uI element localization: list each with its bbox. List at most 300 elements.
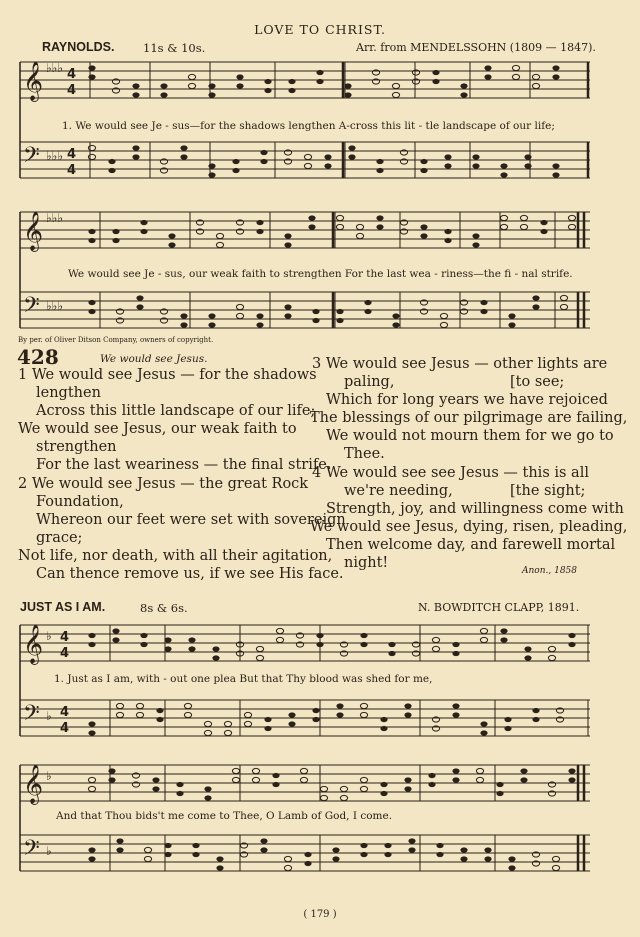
notehead — [312, 717, 319, 722]
svg-text:♭♭♭: ♭♭♭ — [46, 299, 63, 313]
notehead — [548, 655, 555, 660]
notehead — [384, 843, 391, 848]
notehead — [188, 646, 195, 651]
stanza-line: Which for long years we have rejoiced — [326, 392, 608, 408]
notehead — [288, 88, 295, 93]
svg-text:♭♭♭: ♭♭♭ — [46, 61, 63, 75]
notehead — [444, 229, 451, 234]
notehead — [140, 633, 147, 638]
notehead — [444, 163, 451, 168]
notehead — [484, 65, 491, 70]
notehead — [284, 242, 291, 247]
notehead — [88, 300, 95, 305]
notehead — [208, 163, 215, 168]
notehead — [508, 322, 515, 327]
svg-text:𝄞: 𝄞 — [23, 211, 44, 251]
notehead — [284, 865, 291, 870]
notehead — [484, 856, 491, 861]
notehead — [320, 786, 327, 791]
notehead — [336, 309, 343, 314]
notehead — [116, 847, 123, 852]
notehead — [360, 712, 367, 717]
notehead — [524, 655, 531, 660]
notehead — [380, 782, 387, 787]
notehead — [520, 768, 527, 773]
notehead — [404, 777, 411, 782]
notehead — [236, 313, 243, 318]
stanza-line: We would see Jesus, dying, risen, pleading, — [310, 519, 628, 535]
notehead — [88, 229, 95, 234]
svg-text:4: 4 — [60, 721, 70, 736]
notehead — [568, 215, 575, 220]
svg-text:4: 4 — [60, 630, 70, 645]
svg-text:♭♭♭: ♭♭♭ — [46, 149, 63, 163]
notehead — [288, 79, 295, 84]
notehead — [324, 163, 331, 168]
notehead — [360, 777, 367, 782]
tune-meter: 11s & 10s. — [143, 41, 206, 55]
svg-text:𝄢: 𝄢 — [23, 836, 40, 866]
notehead — [532, 74, 539, 79]
notehead — [204, 786, 211, 791]
notehead — [212, 655, 219, 660]
notehead — [420, 159, 427, 164]
hymn-attribution: Anon., 1858 — [522, 566, 577, 576]
stanza-line: For the last weariness — the final strife. — [36, 457, 332, 473]
notehead — [264, 726, 271, 731]
tune-name: RAYNOLDS. — [42, 40, 115, 54]
svg-text:4: 4 — [67, 147, 77, 162]
notehead — [156, 717, 163, 722]
notehead — [388, 651, 395, 656]
notehead — [108, 168, 115, 173]
notehead — [336, 703, 343, 708]
notehead — [380, 791, 387, 796]
notehead — [164, 637, 171, 642]
notehead — [512, 74, 519, 79]
notehead — [312, 708, 319, 713]
notehead — [216, 865, 223, 870]
notehead — [440, 313, 447, 318]
notehead — [276, 628, 283, 633]
notehead — [392, 313, 399, 318]
notehead — [88, 145, 95, 150]
notehead — [496, 791, 503, 796]
notehead — [316, 79, 323, 84]
notehead — [452, 768, 459, 773]
notehead — [224, 730, 231, 735]
stanza-line: 4 We would see see Jesus — this is all — [312, 465, 589, 481]
notehead — [500, 172, 507, 177]
notehead — [376, 168, 383, 173]
notehead — [360, 786, 367, 791]
notehead — [500, 163, 507, 168]
notehead — [524, 646, 531, 651]
notehead — [304, 154, 311, 159]
notehead — [476, 768, 483, 773]
composer-credit: Arr. from MENDELSSOHN (1809 — 1847). — [356, 41, 596, 54]
lyric-line: 1. Just as I am, with - out one plea But that Thy blood was shed for me, — [54, 673, 433, 685]
notehead — [452, 703, 459, 708]
notehead — [460, 847, 467, 852]
notehead — [184, 703, 191, 708]
notehead — [112, 238, 119, 243]
notehead — [264, 717, 271, 722]
notehead — [204, 795, 211, 800]
notehead — [152, 777, 159, 782]
notehead — [472, 163, 479, 168]
notehead — [404, 786, 411, 791]
notehead — [184, 712, 191, 717]
notehead — [480, 637, 487, 642]
notehead — [304, 163, 311, 168]
notehead — [408, 847, 415, 852]
notehead — [140, 642, 147, 647]
stanza-line: Not life, nor death, with all their agitation, — [18, 548, 333, 564]
notehead — [144, 847, 151, 852]
notehead — [216, 233, 223, 238]
svg-text:𝄞: 𝄞 — [23, 61, 44, 101]
notehead — [288, 721, 295, 726]
svg-text:4: 4 — [60, 646, 70, 661]
stanza-line: Can thence remove us, if we see His face. — [36, 566, 344, 582]
notehead — [252, 768, 259, 773]
notehead — [480, 309, 487, 314]
lyric-line: We would see Je - sus, our weak faith to strengthen For the last wea - riness—the fi - nal strife. — [68, 268, 573, 280]
notehead — [304, 861, 311, 866]
notehead — [384, 852, 391, 857]
notehead — [132, 154, 139, 159]
stanza-line: paling, — [344, 374, 395, 390]
notehead — [236, 74, 243, 79]
notehead — [452, 777, 459, 782]
notehead — [480, 721, 487, 726]
notehead — [332, 847, 339, 852]
notehead — [232, 777, 239, 782]
tune-name: JUST AS I AM. — [20, 600, 106, 614]
svg-text:♭: ♭ — [46, 769, 52, 783]
stanza-line: we're needing, — [344, 483, 453, 499]
notehead — [256, 220, 263, 225]
notehead — [232, 159, 239, 164]
notehead — [152, 786, 159, 791]
notehead — [552, 163, 559, 168]
notehead — [320, 795, 327, 800]
notehead — [140, 220, 147, 225]
svg-text:♭: ♭ — [46, 629, 52, 643]
notehead — [256, 322, 263, 327]
notehead — [500, 224, 507, 229]
svg-text:♭: ♭ — [46, 844, 52, 858]
notehead — [452, 651, 459, 656]
notehead — [156, 708, 163, 713]
notehead — [388, 642, 395, 647]
notehead — [160, 83, 167, 88]
notehead — [144, 856, 151, 861]
notehead — [408, 838, 415, 843]
notehead — [340, 795, 347, 800]
notehead — [272, 773, 279, 778]
notehead — [376, 215, 383, 220]
notehead — [552, 865, 559, 870]
notehead — [88, 777, 95, 782]
notehead — [568, 642, 575, 647]
notehead — [432, 79, 439, 84]
notehead — [140, 229, 147, 234]
stanza-line: 1 We would see Jesus — for the shadows — [18, 367, 317, 383]
notehead — [428, 773, 435, 778]
notehead — [476, 777, 483, 782]
notehead — [532, 295, 539, 300]
stanza-line: 2 We would see Jesus — the great Rock — [18, 476, 309, 492]
notehead — [404, 703, 411, 708]
notehead — [532, 708, 539, 713]
notehead — [420, 168, 427, 173]
notehead — [284, 856, 291, 861]
notehead — [360, 642, 367, 647]
notehead — [452, 712, 459, 717]
notehead — [88, 309, 95, 314]
notehead — [420, 233, 427, 238]
notehead — [176, 791, 183, 796]
notehead — [88, 154, 95, 159]
notehead — [480, 628, 487, 633]
svg-text:𝄞: 𝄞 — [23, 624, 44, 664]
notehead — [356, 224, 363, 229]
notehead — [176, 782, 183, 787]
notehead — [88, 847, 95, 852]
notehead — [88, 65, 95, 70]
notehead — [332, 856, 339, 861]
svg-text:4: 4 — [67, 163, 77, 178]
notehead — [164, 852, 171, 857]
lyric-line: 1. We would see Je - sus—for the shadows lengthen A-cross this lit - tle landscape of our life; — [62, 120, 555, 132]
notehead — [192, 843, 199, 848]
notehead — [244, 721, 251, 726]
stanza-line: night! — [344, 555, 389, 571]
notehead — [136, 712, 143, 717]
notehead — [112, 628, 119, 633]
notehead — [540, 229, 547, 234]
notehead — [256, 229, 263, 234]
notehead — [524, 163, 531, 168]
notehead — [432, 646, 439, 651]
stanza-line: We would not mourn them for we go to — [326, 428, 614, 444]
notehead — [188, 83, 195, 88]
notehead — [360, 852, 367, 857]
notehead — [116, 703, 123, 708]
notehead — [116, 838, 123, 843]
notehead — [380, 726, 387, 731]
notehead — [300, 768, 307, 773]
notehead — [108, 159, 115, 164]
notehead — [256, 655, 263, 660]
notehead — [284, 233, 291, 238]
composer-credit: N. BOWDITCH CLAPP, 1891. — [418, 601, 580, 614]
section-title: LOVE TO CHRIST. — [254, 22, 386, 37]
notehead — [276, 637, 283, 642]
notehead — [216, 242, 223, 247]
notehead — [212, 646, 219, 651]
notehead — [504, 717, 511, 722]
notehead — [88, 721, 95, 726]
notehead — [300, 777, 307, 782]
notehead — [192, 852, 199, 857]
notehead — [348, 154, 355, 159]
notehead — [264, 88, 271, 93]
stanza-line: The blessings of our pilgrimage are failing, — [310, 410, 628, 426]
notehead — [132, 92, 139, 97]
notehead — [232, 768, 239, 773]
notehead — [540, 220, 547, 225]
stanza-line: We would see Jesus, our weak faith to — [18, 421, 297, 437]
notehead — [288, 712, 295, 717]
notehead — [132, 83, 139, 88]
notehead — [500, 628, 507, 633]
svg-text:4: 4 — [60, 705, 70, 720]
notehead — [208, 313, 215, 318]
notehead — [504, 726, 511, 731]
notehead — [88, 786, 95, 791]
notehead — [404, 712, 411, 717]
svg-text:4: 4 — [67, 67, 77, 82]
notehead — [360, 633, 367, 638]
notehead — [336, 215, 343, 220]
notehead — [88, 642, 95, 647]
notehead — [484, 74, 491, 79]
notehead — [208, 92, 215, 97]
notehead — [108, 768, 115, 773]
notehead — [312, 309, 319, 314]
notehead — [460, 856, 467, 861]
notehead — [260, 159, 267, 164]
svg-text:𝄢: 𝄢 — [23, 143, 40, 173]
notehead — [348, 145, 355, 150]
notehead — [260, 838, 267, 843]
notehead — [500, 215, 507, 220]
svg-text:♭: ♭ — [46, 709, 52, 723]
notehead — [260, 847, 267, 852]
notehead — [532, 83, 539, 88]
notehead — [224, 721, 231, 726]
notehead — [344, 83, 351, 88]
notehead — [344, 92, 351, 97]
notehead — [216, 856, 223, 861]
notehead — [460, 92, 467, 97]
notehead — [180, 313, 187, 318]
stanza-line: Foundation, — [36, 494, 124, 510]
notehead — [232, 168, 239, 173]
notehead — [88, 856, 95, 861]
notehead — [532, 717, 539, 722]
notehead — [472, 154, 479, 159]
notehead — [112, 637, 119, 642]
hymn-number: 428 — [17, 345, 59, 369]
notehead — [436, 843, 443, 848]
notehead — [444, 238, 451, 243]
stanza-line: 3 We would see Jesus — other lights are — [312, 356, 608, 372]
copyright-note: By per. of Oliver Ditson Company, owners of copyright. — [18, 336, 214, 344]
notehead — [88, 238, 95, 243]
notehead — [136, 304, 143, 309]
notehead — [520, 215, 527, 220]
notehead — [552, 856, 559, 861]
notehead — [568, 224, 575, 229]
notehead — [256, 646, 263, 651]
hymn-subtitle: We would see Jesus. — [100, 353, 208, 365]
notehead — [480, 730, 487, 735]
notehead — [256, 313, 263, 318]
page-number: ( 179 ) — [303, 909, 337, 920]
notehead — [336, 712, 343, 717]
notehead — [340, 786, 347, 791]
notehead — [284, 313, 291, 318]
stanza-line: Strength, joy, and willingness come with — [326, 501, 624, 517]
tune-meter: 8s & 6s. — [140, 601, 188, 615]
notehead — [264, 79, 271, 84]
notehead — [88, 74, 95, 79]
notehead — [136, 703, 143, 708]
notehead — [444, 154, 451, 159]
notehead — [336, 224, 343, 229]
notehead — [432, 637, 439, 642]
notehead — [496, 782, 503, 787]
notehead — [244, 712, 251, 717]
stanza-line: Across this little landscape of our life; — [36, 403, 316, 419]
notehead — [568, 633, 575, 638]
notehead — [316, 70, 323, 75]
notehead — [560, 304, 567, 309]
notehead — [208, 172, 215, 177]
notehead — [568, 777, 575, 782]
notehead — [392, 92, 399, 97]
notehead — [524, 154, 531, 159]
stanza-line: [the sight; — [510, 483, 586, 499]
notehead — [308, 215, 315, 220]
notehead — [304, 852, 311, 857]
notehead — [260, 150, 267, 155]
notehead — [436, 852, 443, 857]
notehead — [552, 65, 559, 70]
notehead — [392, 322, 399, 327]
notehead — [324, 154, 331, 159]
notehead — [428, 782, 435, 787]
notehead — [364, 300, 371, 305]
notehead — [552, 172, 559, 177]
notehead — [520, 224, 527, 229]
notehead — [356, 233, 363, 238]
notehead — [376, 224, 383, 229]
notehead — [236, 83, 243, 88]
notehead — [108, 777, 115, 782]
notehead — [532, 304, 539, 309]
notehead — [136, 295, 143, 300]
svg-text:𝄢: 𝄢 — [23, 701, 40, 731]
notehead — [252, 777, 259, 782]
notehead — [188, 74, 195, 79]
notehead — [508, 865, 515, 870]
notehead — [472, 233, 479, 238]
notehead — [308, 224, 315, 229]
notehead — [560, 295, 567, 300]
notehead — [116, 712, 123, 717]
notehead — [380, 717, 387, 722]
notehead — [180, 322, 187, 327]
notehead — [316, 642, 323, 647]
stanza-line: grace; — [36, 530, 83, 546]
notehead — [112, 229, 119, 234]
notehead — [484, 847, 491, 852]
